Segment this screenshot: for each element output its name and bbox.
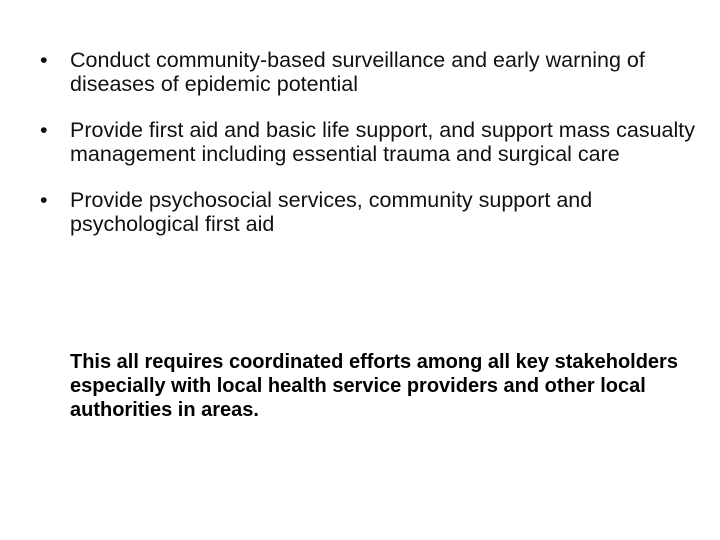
bullet-list [36,48,696,236]
bullet-dot-icon: • [40,188,48,212]
bullet-dot-icon: • [40,48,48,72]
bullet-dot-icon: • [40,118,48,142]
bullet-item [36,188,696,236]
bullet-item [36,48,696,96]
bullet-item [36,118,696,166]
bullet-text: Provide first aid and basic life support, and support mass casualty management including essential trauma and surgical care [70,118,696,166]
bullet-text: Conduct community-based surveillance and early warning of diseases of epidemic potential [70,48,645,96]
bullet-text: Provide psychosocial services, community support and psychological first aid [70,188,593,236]
emphasis-paragraph: This all requires coordinated efforts among all key stakeholders especially with local health service providers and other local authorities in areas. [70,351,678,421]
